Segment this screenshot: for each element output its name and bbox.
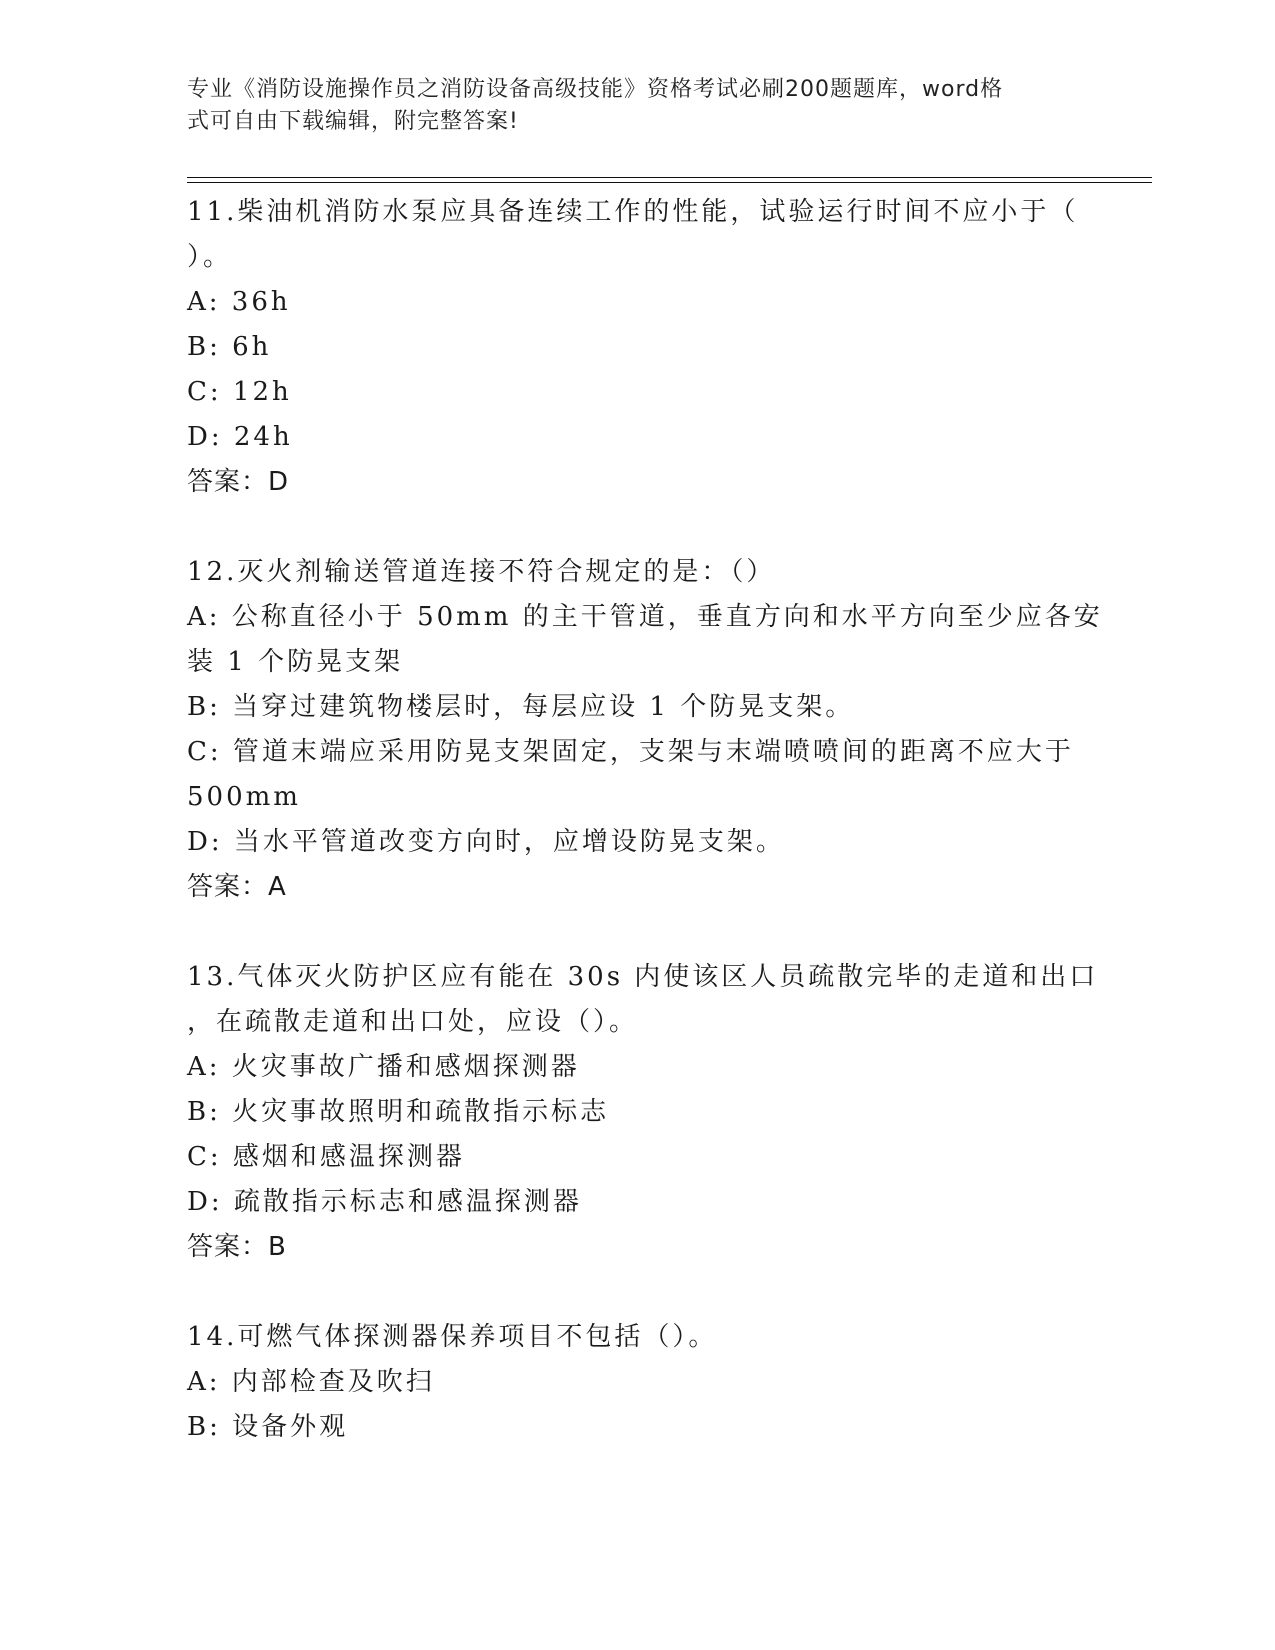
answer-option: D: 当水平管道改变方向时，应增设防晃支架。 [187,827,785,857]
answer-option: C: 管道末端应采用防晃支架固定，支架与末端喷喷间的距离不应大于 [187,737,1074,767]
document-header [187,74,1067,138]
answer-option: C: 感烟和感温探测器 [187,1142,465,1172]
question-list [187,190,1103,1495]
question-stem: 14.可燃气体探测器保养项目不包括（）。 [187,1322,718,1352]
question-stem: 11.柴油机消防水泵应具备连续工作的性能，试验运行时间不应小于（ [187,197,1079,227]
answer-option: A: 内部检查及吹扫 [187,1367,435,1397]
header-line: 专业《消防设施操作员之消防设备高级技能》资格考试必刷200题题库，word格 [187,77,1004,102]
answer-option: A: 火灾事故广播和感烟探测器 [187,1052,580,1082]
header-divider [187,177,1152,178]
header-line: 式可自由下载编辑，附完整答案! [187,109,519,134]
answer-key: 答案：B [187,1232,287,1262]
answer-option: D: 24h [187,422,293,452]
question-block [187,190,1087,505]
answer-option: C: 12h [187,377,292,407]
question-stem: ，在疏散走道和出口处，应设（）。 [187,1007,639,1037]
answer-option: A: 公称直径小于 50mm 的主干管道，垂直方向和水平方向至少应各安 [187,602,1103,632]
answer-option: D: 疏散指示标志和感温探测器 [187,1187,582,1217]
answer-option: A: 36h [187,287,291,317]
answer-option: 装 1 个防晃支架 [187,647,404,677]
question-block [187,550,1103,910]
answer-key: 答案：D [187,467,290,497]
question-block [187,1315,1087,1450]
answer-option: B: 火灾事故照明和疏散指示标志 [187,1097,610,1127]
answer-key: 答案：A [187,872,287,902]
answer-option: B: 设备外观 [187,1412,349,1442]
answer-option: B: 6h [187,332,272,362]
question-stem: 13.气体灭火防护区应有能在 30s 内使该区人员疏散完毕的走道和出口 [187,962,1099,992]
answer-option: 500mm [187,782,301,812]
question-block [187,955,1099,1270]
answer-option: B: 当穿过建筑物楼层时，每层应设 1 个防晃支架。 [187,692,855,722]
question-stem: 12.灭火剂输送管道连接不符合规定的是：（） [187,557,776,587]
question-stem: ）。 [187,242,233,272]
header-divider [187,182,1152,183]
